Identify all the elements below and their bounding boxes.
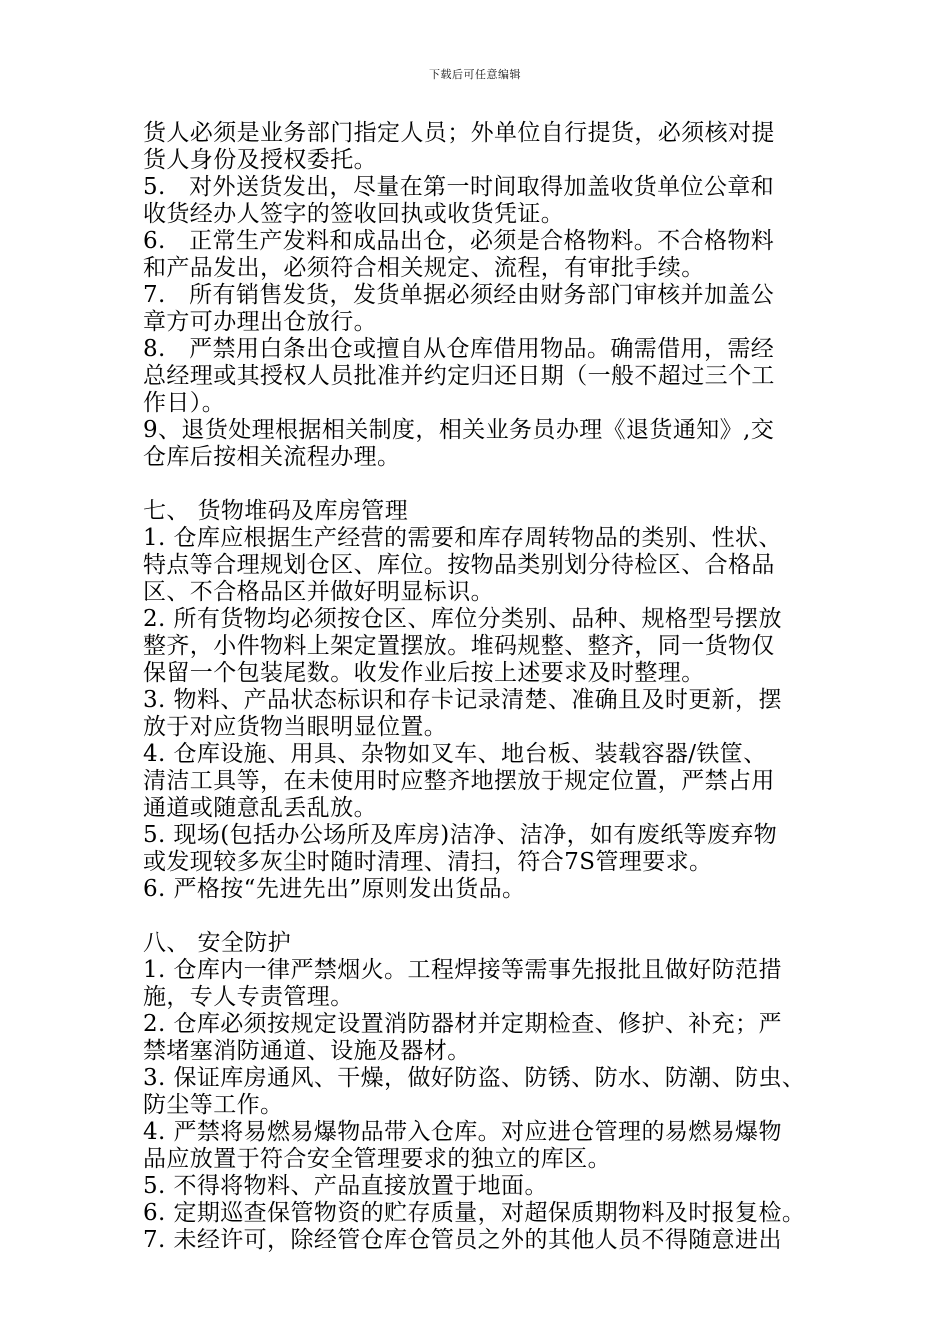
text-line: 区、不合格品区并做好明显标识。 [143,579,494,605]
text-line: 和产品发出，必须符合相关规定、流程，有审批手续。 [143,255,705,281]
text-line: 9、退货处理根据相关制度，相关业务员办理《退货通知》,交 [143,417,775,443]
text-line: 6. 严格按“先进先出”原则发出货品。 [143,876,526,902]
text-line: 或发现较多灰尘时随时清理、清扫，符合7S管理要求。 [143,849,713,875]
text-line: 总经理或其授权人员批准并约定归还日期（一般不超过三个工 [143,363,775,389]
text-line: 特点等合理规划仓区、库位。按物品类别划分待检区、合格品 [143,552,775,578]
text-line: 八、 安全防护 [143,930,292,956]
document-body [143,120,868,1254]
text-line: 作日）。 [143,390,226,416]
text-line: 3. 物料、产品状态标识和存卡记录清楚、准确且及时更新，摆 [143,687,782,713]
text-line: 5. 不得将物料、产品直接放置于地面。 [143,1173,548,1199]
text-line: 章方可办理出仓放行。 [143,309,377,335]
text-line: 5. 对外送货发出，尽量在第一时间取得加盖收货单位公章和 [143,174,775,200]
text-line: 1. 仓库应根据生产经营的需要和库存周转物品的类别、性状、 [143,525,782,551]
text-line: 7. 未经许可，除经管仓库仓管员之外的其他人员不得随意进出 [143,1227,782,1253]
text-line: 收货经办人签字的签收回执或收货凭证。 [143,201,565,227]
text-line: 品应放置于符合安全管理要求的独立的库区。 [143,1146,611,1172]
text-line: 7. 所有销售发货，发货单据必须经由财务部门审核并加盖公 [143,282,775,308]
text-line: 通道或随意乱丢乱放。 [143,795,377,821]
page-header: 下载后可任意编辑 [429,68,521,81]
text-line: 货人身份及授权委托。 [143,147,377,173]
text-line: 1. 仓库内一律严禁烟火。工程焊接等需事先报批且做好防范措 [143,957,782,983]
text-line: 8. 严禁用白条出仓或擅自从仓库借用物品。确需借用，需经 [143,336,775,362]
text-line: 禁堵塞消防通道、设施及器材。 [143,1038,471,1064]
text-line: 放于对应货物当眼明显位置。 [143,714,448,740]
text-line: 七、 货物堆码及库房管理 [143,498,409,524]
text-line: 2. 仓库必须按规定设置消防器材并定期检查、修护、补充；严 [143,1011,782,1037]
blank-line [143,903,868,930]
text-line: 清洁工具等，在未使用时应整齐地摆放于规定位置，严禁占用 [143,768,775,794]
text-line: 保留一个包装尾数。收发作业后按上述要求及时整理。 [143,660,705,686]
text-line: 6. 正常生产发料和成品出仓，必须是合格物料。不合格物料 [143,228,775,254]
text-line: 3. 保证库房通风、干燥，做好防盗、防锈、防水、防潮、防虫、 [143,1065,806,1091]
text-line: 6. 定期巡查保管物资的贮存质量，对超保质期物料及时报复检。 [143,1200,806,1226]
text-line: 货人必须是业务部门指定人员；外单位自行提货，必须核对提 [143,120,775,146]
text-line: 4. 仓库设施、用具、杂物如叉车、地台板、装载容器/铁筐、 [143,741,767,767]
text-line: 防尘等工作。 [143,1092,284,1118]
text-line: 施，专人专责管理。 [143,984,354,1010]
text-line: 4. 严禁将易燃易爆物品带入仓库。对应进仓管理的易燃易爆物 [143,1119,782,1145]
text-line: 仓库后按相关流程办理。 [143,444,401,470]
text-line: 5. 现场(包括办公场所及库房)洁净、洁净，如有废纸等废弃物 [143,822,778,848]
blank-line [143,471,868,498]
text-line: 整齐，小件物料上架定置摆放。堆码规整、整齐，同一货物仅 [143,633,775,659]
text-line: 2. 所有货物均必须按仓区、库位分类别、品种、规格型号摆放 [143,606,782,632]
